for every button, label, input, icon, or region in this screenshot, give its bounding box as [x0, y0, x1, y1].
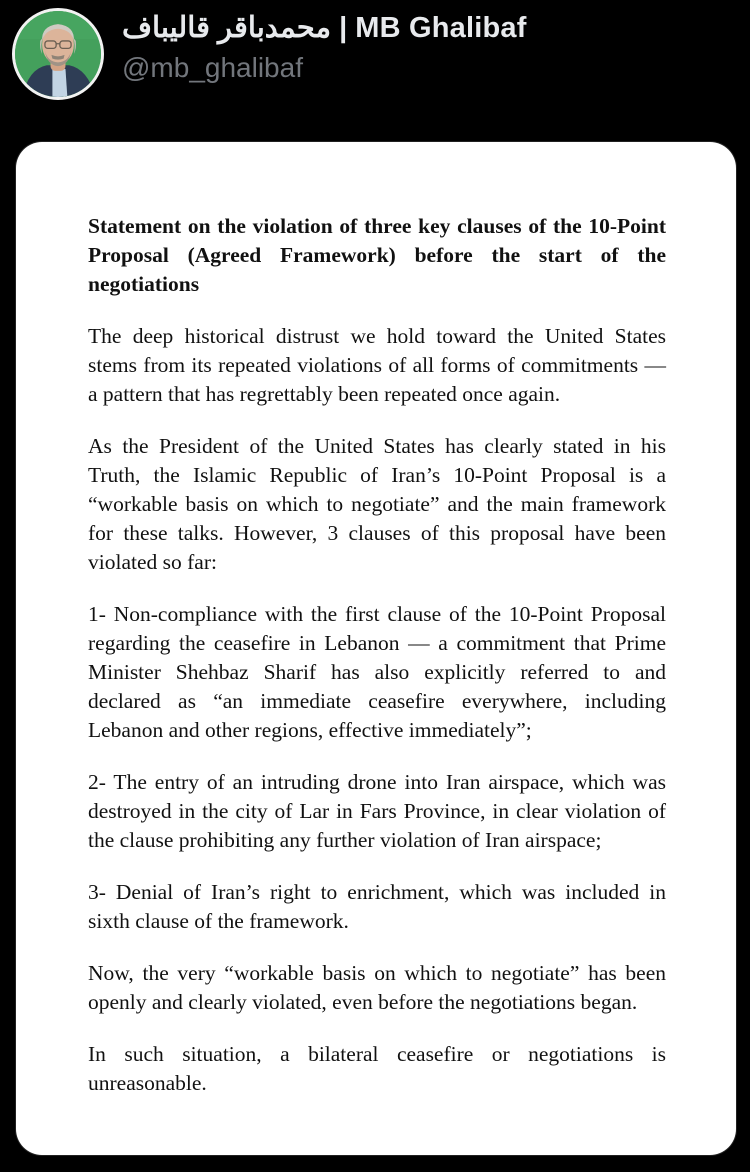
- avatar[interactable]: [12, 8, 104, 100]
- display-name[interactable]: محمدباقر قالیباف | MB Ghalibaf: [122, 12, 527, 44]
- statement-image[interactable]: [16, 142, 736, 1155]
- profile-photo-icon: [15, 11, 101, 97]
- statement-paragraph: 2- The entry of an intruding drone into Iran airspace, which was destroyed in the city of Lar in Fars Province, in clear violation of the clause prohibiting any further violation of Iran airspace;: [88, 770, 666, 852]
- statement-paragraph: The deep historical distrust we hold toward the United States stems from its repeated violations of all forms of commitments — a pattern that has regrettably been repeated once again.: [88, 324, 666, 406]
- statement-paragraph: As the President of the United States has clearly stated in his Truth, the Islamic Republic of Iran’s 10-Point Proposal is a “workable basis on which to negotiate” and the main framework for these talks. However, 3 clauses of this proposal have been violated so far:: [88, 434, 666, 574]
- statement-title: Statement on the violation of three key clauses of the 10-Point Proposal (Agreed Framework) before the start of the negotiations: [88, 214, 666, 296]
- statement-paragraph: In such situation, a bilateral ceasefire or negotiations is unreasonable.: [88, 1042, 666, 1095]
- statement-paragraph: 1- Non-compliance with the first clause of the 10-Point Proposal regarding the ceasefire in Lebanon — a commitment that Prime Minister Shehbaz Sharif has also explicitly referred to and declared as “an immediate ceasefire everywhere, including Lebanon and other regions, effective immediately”;: [88, 602, 666, 742]
- name-block: [122, 11, 527, 84]
- statement-document: [16, 142, 736, 1098]
- statement-paragraph: 3- Denial of Iran’s right to enrichment, which was included in sixth clause of the framework.: [88, 880, 666, 933]
- statement-paragraph: Now, the very “workable basis on which to negotiate” has been openly and clearly violated, even before the negotiations began.: [88, 961, 666, 1014]
- handle[interactable]: @mb_ghalibaf: [122, 52, 303, 83]
- post-header: [0, 0, 750, 108]
